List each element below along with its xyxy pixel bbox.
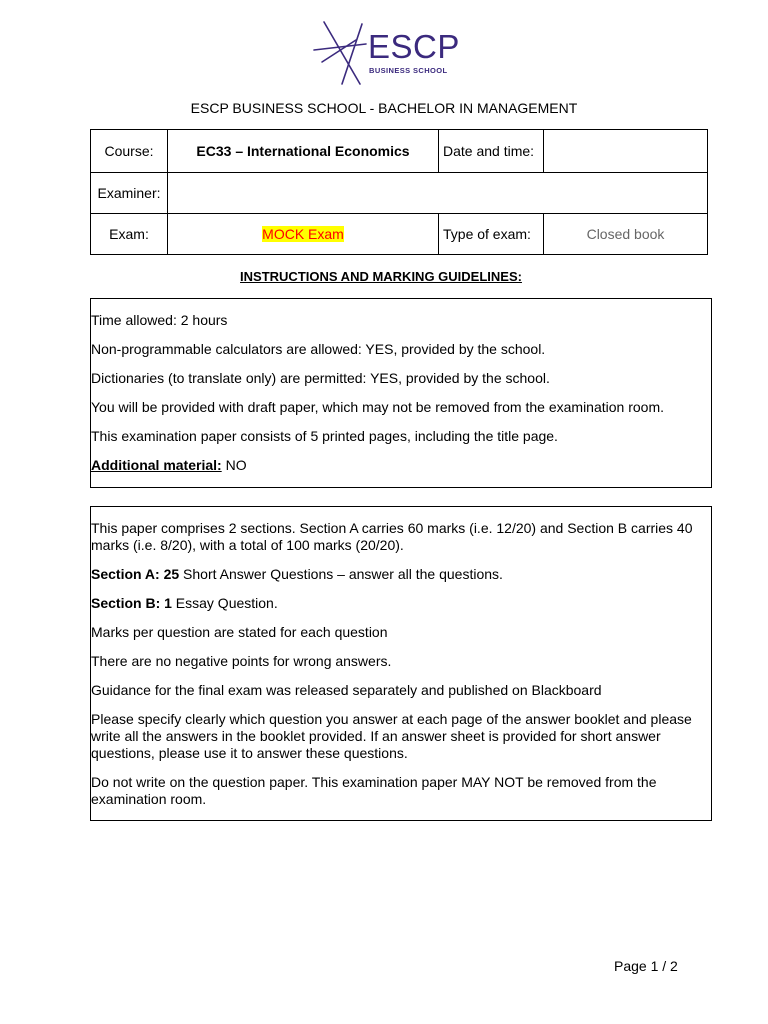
pages-note: This examination paper consists of 5 printed pages, including the title page. (91, 428, 558, 444)
section-b-text: Essay Question. (171, 595, 278, 611)
section-b-note (91, 595, 711, 612)
instructions-heading: INSTRUCTIONS AND MARKING GUIDELINES: (240, 269, 522, 284)
exam-info-table (90, 129, 708, 255)
dictionaries-note: Dictionaries (to translate only) are permitted: YES, provided by the school. (91, 370, 550, 386)
guidance-note: Guidance for the final exam was released separately and published on Blackboard (91, 682, 602, 698)
examiner-value (168, 173, 708, 214)
instructions-box (90, 298, 712, 488)
page-number: Page 1 / 2 (614, 958, 678, 974)
marks-note: Marks per question are stated for each question (91, 624, 388, 640)
examiner-label: Examiner: (91, 173, 168, 214)
sections-note: This paper comprises 2 sections. Section A carries 60 marks (i.e. 12/20) and Section B carries 40 marks (i.e. 8/20), with a total of 100 marks (20/20). (91, 520, 693, 553)
time-allowed: Time allowed: 2 hours (91, 312, 228, 328)
draft-paper-note: You will be provided with draft paper, which may not be removed from the examination room. (91, 399, 665, 415)
additional-material-label: Additional material: (91, 457, 222, 473)
datetime-label: Date and time: (439, 130, 544, 173)
type-label: Type of exam: (439, 214, 544, 255)
course-value: EC33 – International Economics (168, 130, 439, 173)
specify-note: Please specify clearly which question you answer at each page of the answer booklet and please write all the answers in the booklet provided. If an answer sheet is provided for short answer questions, please use it to answer these questions. (91, 711, 692, 761)
exam-label: Exam: (91, 214, 168, 255)
logo-name: ESCP (368, 28, 460, 65)
section-a-text: Short Answer Questions – answer all the questions. (179, 566, 503, 582)
datetime-value (544, 130, 708, 173)
page-title: ESCP BUSINESS SCHOOL - BACHELOR IN MANAGEMENT (190, 100, 578, 116)
additional-material-value: NO (221, 457, 247, 473)
course-label: Course: (91, 130, 168, 173)
section-a-note (91, 566, 711, 583)
negative-points-note: There are no negative points for wrong answers. (91, 653, 392, 669)
additional-material (91, 457, 711, 474)
section-a-label: Section A: 25 (91, 566, 180, 582)
marking-guidelines-box (90, 506, 712, 821)
escp-logo (312, 18, 462, 88)
table-row (91, 130, 708, 173)
section-b-label: Section B: 1 (91, 595, 172, 611)
do-not-write-note: Do not write on the question paper. This examination paper MAY NOT be removed from the examination room. (91, 774, 657, 807)
table-row (91, 214, 708, 255)
escp-star-icon (312, 18, 368, 88)
calculators-note: Non-programmable calculators are allowed: YES, provided by the school. (91, 341, 546, 357)
logo-subtitle: BUSINESS SCHOOL (369, 66, 448, 75)
exam-value: MOCK Exam (262, 226, 344, 242)
table-row (91, 173, 708, 214)
type-value: Closed book (544, 214, 708, 255)
exam-value-cell (168, 214, 439, 255)
